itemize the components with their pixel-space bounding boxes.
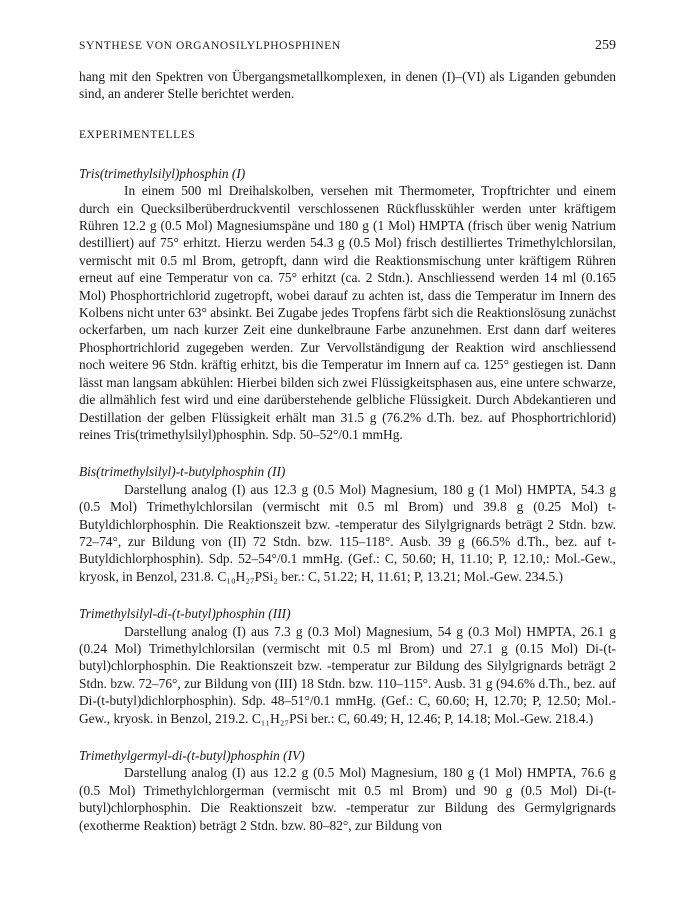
compound-section-iii (79, 605, 616, 727)
compound-title: Bis(trimethylsilyl)-t-butylphosphin (II) (79, 464, 286, 480)
section-heading: EXPERIMENTELLES (79, 128, 196, 141)
compound-procedure: Darstellung analog (I) aus 12.2 g (0.5 Mol) Magnesium, 180 g (1 Mol) HMPTA, 76.6 g (0.5 Mol) Trimethylchlorgerman (vermischt mit 0.5 ml Brom) und 90 g (0.5 Mol) Di-(t-butyl)chlorphosphin. Die Reaktionszeit bzw. -temperatur zur Bildung des Germylgrignards (exotherme Reaktion) beträgt 2 Stdn. bzw. 80–82°, zur Bildung von (79, 765, 616, 833)
intro-paragraph: hang mit den Spektren von Übergangsmetallkomplexen, in denen (I)–(VI) als Liganden gebunden sind, an anderer Stelle berichtet werden. (79, 69, 616, 102)
compound-section-i (79, 165, 616, 444)
compound-section-iv (79, 747, 616, 834)
compound-procedure: Darstellung analog (I) aus 7.3 g (0.3 Mol) Magnesium, 54 g (0.3 Mol) HMPTA, 26.1 g (0.24 Mol) Trimethylchlorsilan (vermischt mit 0.5 ml Brom) und 27.1 g (0.15 Mol) Di-(t-butyl)chlorphosphin. Die Reaktionszeit bzw. -temperatur zur Bildung des Silylgrignards beträgt 2 Stdn. bzw. 72–76°, zur Bildung von (III) 18 Stdn. bzw. 110–115°. Ausb. 31 g (94.6% d.Th., bez. auf Di-(t-butyl)dichlorphosphin). Sdp. 48–51°/0.1 mmHg. (Gef.: C, 60.60; H, 12.70; P, 12.50; Mol.-Gew., kryosk. in Benzol, 219.2. C₁₁H₂₇PSi ber.: C, 60.49; H, 12.46; P, 14.18; Mol.-Gew. 218.4.) (79, 623, 616, 726)
compound-procedure: Darstellung analog (I) aus 12.3 g (0.5 Mol) Magnesium, 180 g (1 Mol) HMPTA, 54.3 g (0.5 Mol) Trimethylchlorsilan (vermischt mit 0.5 ml Brom) und 39.8 g (0.25 Mol) t-Butyldichlorphosphin. Die Reaktionszeit bzw. -temperatur des Silylgrignards beträgt 2 Stdn. bzw. 72–74°, zur Bildung von (II) 72 Stdn. bzw. 115–118°. Ausb. 39 g (66.5% d.Th., bez. auf t-Butyldichlorphosphin). Sdp. 52–54°/0.1 mmHg. (Gef.: C, 50.60; H, 11.10; P, 12.10,: Mol.-Gew., kryosk, in Benzol, 231.8. C₁₀H₂₇PSi₂ ber.: C, 51.22; H, 11.61; P, 13.21; Mol.-Gew. 234.5.) (79, 481, 616, 584)
compound-title: Trimethylgermyl-di-(t-butyl)phosphin (IV) (79, 748, 305, 763)
running-head-title: SYNTHESE VON ORGANOSILYLPHOSPHINEN (79, 40, 341, 52)
compound-title: Tris(trimethylsilyl)phosphin (I) (79, 165, 246, 181)
page-number: 259 (595, 38, 616, 53)
compound-title: Trimethylsilyl-di-(t-butyl)phosphin (III) (79, 606, 291, 622)
compound-section-ii (79, 463, 616, 585)
running-head (79, 38, 616, 54)
compound-procedure: In einem 500 ml Dreihalskolben, versehen mit Thermometer, Tropftrichter und einem durch ein Quecksilberüberdruckventil verschlossenen Rückflusskühler werden unter kräftigem Rühren 12.2 g (0.5 Mol) Magnesiumspäne und 180 g (1 Mol) HMPTA (frisch über wenig Natrium destilliert) auf 75° erhitzt. Hierzu werden 54.3 g (0.5 Mol) frisch destilliertes Trimethylchlorsilan, vermischt mit 0.5 ml Brom, getropft, dann wird die Reaktionsmischung unter kräftigem Rühren erneut auf eine Temperatur von ca. 75° erhitzt (ca. 2 Stdn.). Anschliessend werden 14 ml (0.165 Mol) Phosphortrichlorid zugetropft, wobei darauf zu achten ist, dass die Temperatur im Innern des Kolbens nicht unter 63° absinkt. Bei Zugabe jedes Tropfens färbt sich die Reaktionslösung zunächst ockerfarben, um nach kurzer Zeit eine dunkelbraune Farbe anzunehmen. Erst dann darf weiteres Phosphortrichlorid zugegeben werden. Zur Vervollständigung der Reaktion wird anschliessend noch weitere 96 Stdn. kräftig erhitzt, bis die Temperatur im Innern auf ca. 125° gestiegen ist. Dann lässt man langsam abkühlen: Hierbei bilden sich zwei Flüssigkeitsphasen aus, eine untere schwarze, die allmählich fest wird und eine darüberstehende gelbliche Flüssigkeit. Durch Abdekantieren und Destillation der gelben Flüssigkeit erhält man 31.5 g (76.2% d.Th. bez. auf Phosphortrichlorid) reines Tris(trimethylsilyl)phosphin. Sdp. 50–52°/0.1 mmHg. (79, 183, 616, 442)
